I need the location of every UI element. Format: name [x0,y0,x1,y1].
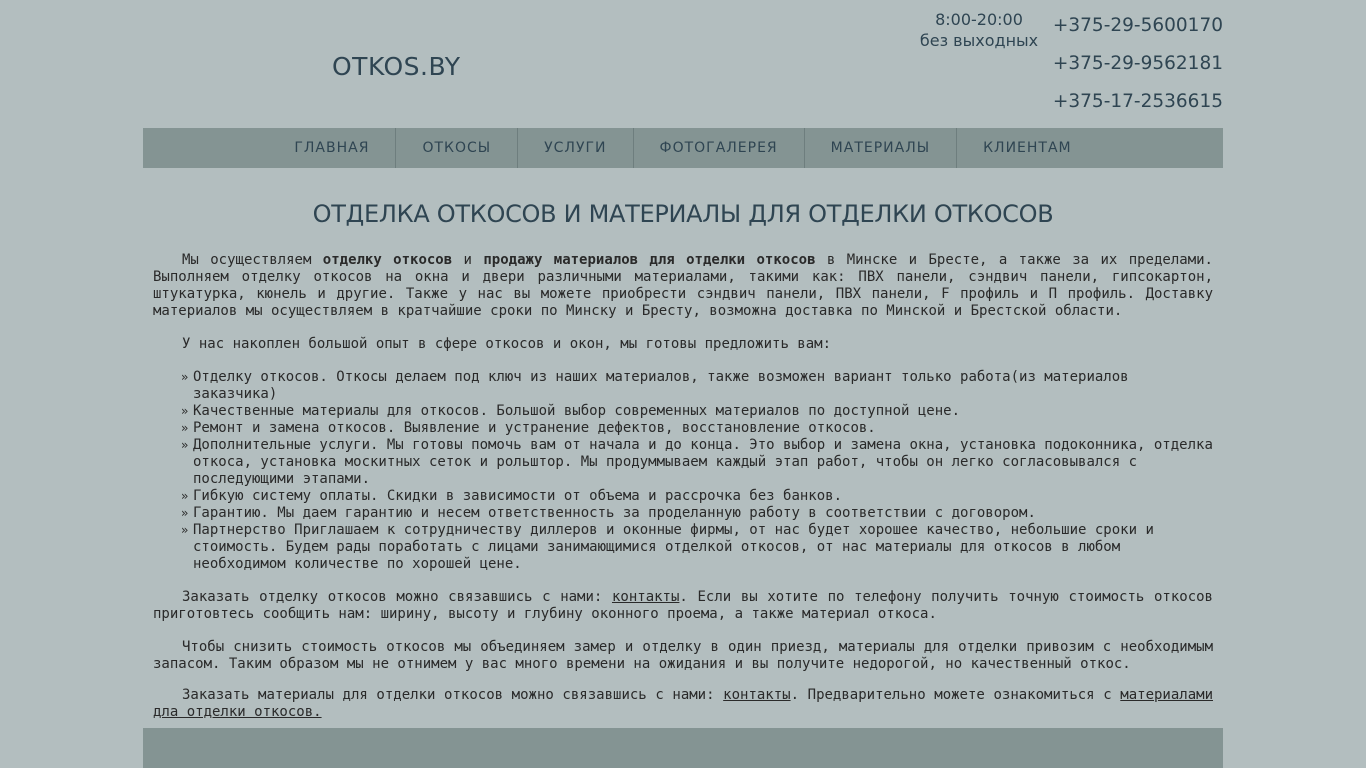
contacts-link[interactable]: контакты [611,589,680,605]
spacer [153,320,1213,336]
phone-number[interactable]: +375-29-5600170 [1052,15,1223,36]
main-content [153,196,1213,721]
site-logo[interactable]: OTKOS.BY [332,52,461,81]
phone-number[interactable]: +375-29-9562181 [1052,53,1223,74]
nav-item-materials[interactable]: МАТЕРИАЛЫ [804,128,956,168]
intro-text: в Минске и Бресте, а также за их пределами. Выполняем отделку откосов на окна и двери различными материалами, такими как: ПВХ панели, сэндвич панели, гипсокартон, штукатурка, кюнель и другие. Также у нас вы можете приобрести сэндвич панели, ПВХ панели, F профиль и П профиль. Доставку материалов мы осуществляем в кратчайшие сроки по Минску и Бресту, возможна доставка по Минской и Брестской области. [153,252,1213,319]
offer-lead: У нас накоплен большой опыт в сфере откосов и окон, мы готовы предложить вам: [182,336,832,352]
nav-item-home[interactable]: ГЛАВНАЯ [294,140,370,156]
spacer [153,673,1213,687]
price-paragraph: Чтобы снизить стоимость откосов мы объединяем замер и отделку в один приезд, материалы для отделки привозим с необходимым запасом. Таким образом мы не отнимем у вас много времени на ожидания и вы получите недорогой, но качественный откос. [153,639,1213,672]
intro-text: Мы осуществляем [182,252,323,268]
intro-bold: продажу материалов для отделки откосов [483,252,816,268]
list-item: » Гибкую систему оплаты. Скидки в зависимости от объема и рассрочка без банков. [193,488,1213,505]
hours-days: без выходных [919,31,1039,50]
intro-bold: отделку откосов [322,252,453,268]
site-header [0,0,1366,128]
nav-item-gallery[interactable]: ФОТОГАЛЕРЕЯ [633,128,804,168]
order-text: Заказать отделку откосов можно связавшись с нами: [182,589,612,605]
phone-number[interactable]: +375-17-2536615 [1052,91,1223,112]
phone-list [1053,14,1223,128]
order-text: . Если вы хотите по телефону получить точную стоимость откосов приготовтесь сообщить нам: ширину, высоту и глубину оконного проема, а также материал откоса. [153,589,1213,622]
nav-item-clients[interactable]: КЛИЕНТАМ [956,128,1098,168]
list-item: » Ремонт и замена откосов. Выявление и устранение дефектов, восстановление откосов. [193,420,1213,437]
page-title: ОТДЕЛКА ОТКОСОВ И МАТЕРИАЛЫ ДЛЯ ОТДЕЛКИ ОТКОСОВ [312,200,1054,228]
order-paragraph [153,589,1213,623]
spacer [153,573,1213,589]
list-item: » Гарантию. Мы даем гарантию и несем ответственность за проделанную работу в соответствии с договором. [193,505,1213,522]
intro-text: и [452,252,484,268]
spacer [153,353,1213,369]
hours-time: 8:00-20:00 [935,10,1023,29]
working-hours [900,9,1058,51]
materials-link[interactable]: материалами дла отделки откосов. [153,687,1213,720]
list-item: » Дополнительные услуги. Мы готовы помочь вам от начала и до конца. Это выбор и замена окна, установка подоконника, отделка откоса, установка москитных сеток и рольштор. Мы продуммываем каждый этап работ, чтобы он легко согласовывался с последующими этапами. [193,437,1213,488]
contacts-link[interactable]: контакты [723,687,791,703]
main-nav [143,128,1223,168]
list-item: » Партнерство Приглашаем к сотрудничеству диллеров и оконные фирмы, от нас будет хорошее качество, небольшие сроки и стоимость. Будем рады поработать с лицами занимающимися отделкой откосов, от нас материалы для откосов в любом необходимом количестве по хорошей цене. [193,522,1213,573]
list-item: » Отделку откосов. Откосы делаем под ключ из наших материалов, также возможен вариант только работа(из материалов заказчика) [193,369,1213,403]
spacer [153,623,1213,639]
offer-list [153,369,1213,573]
list-item: » Качественные материалы для откосов. Большой выбор современных материалов по доступной цене. [193,403,1213,420]
nav-item-services[interactable]: УСЛУГИ [517,128,632,168]
materials-text: . Предварительно можете ознакомиться с [790,687,1121,703]
intro-paragraph [153,252,1213,320]
site-footer [143,728,1223,768]
materials-text: Заказать материалы для отделки откосов можно связавшись с нами: [182,687,724,703]
materials-paragraph [153,687,1213,721]
nav-item-otkosy[interactable]: ОТКОСЫ [395,128,517,168]
